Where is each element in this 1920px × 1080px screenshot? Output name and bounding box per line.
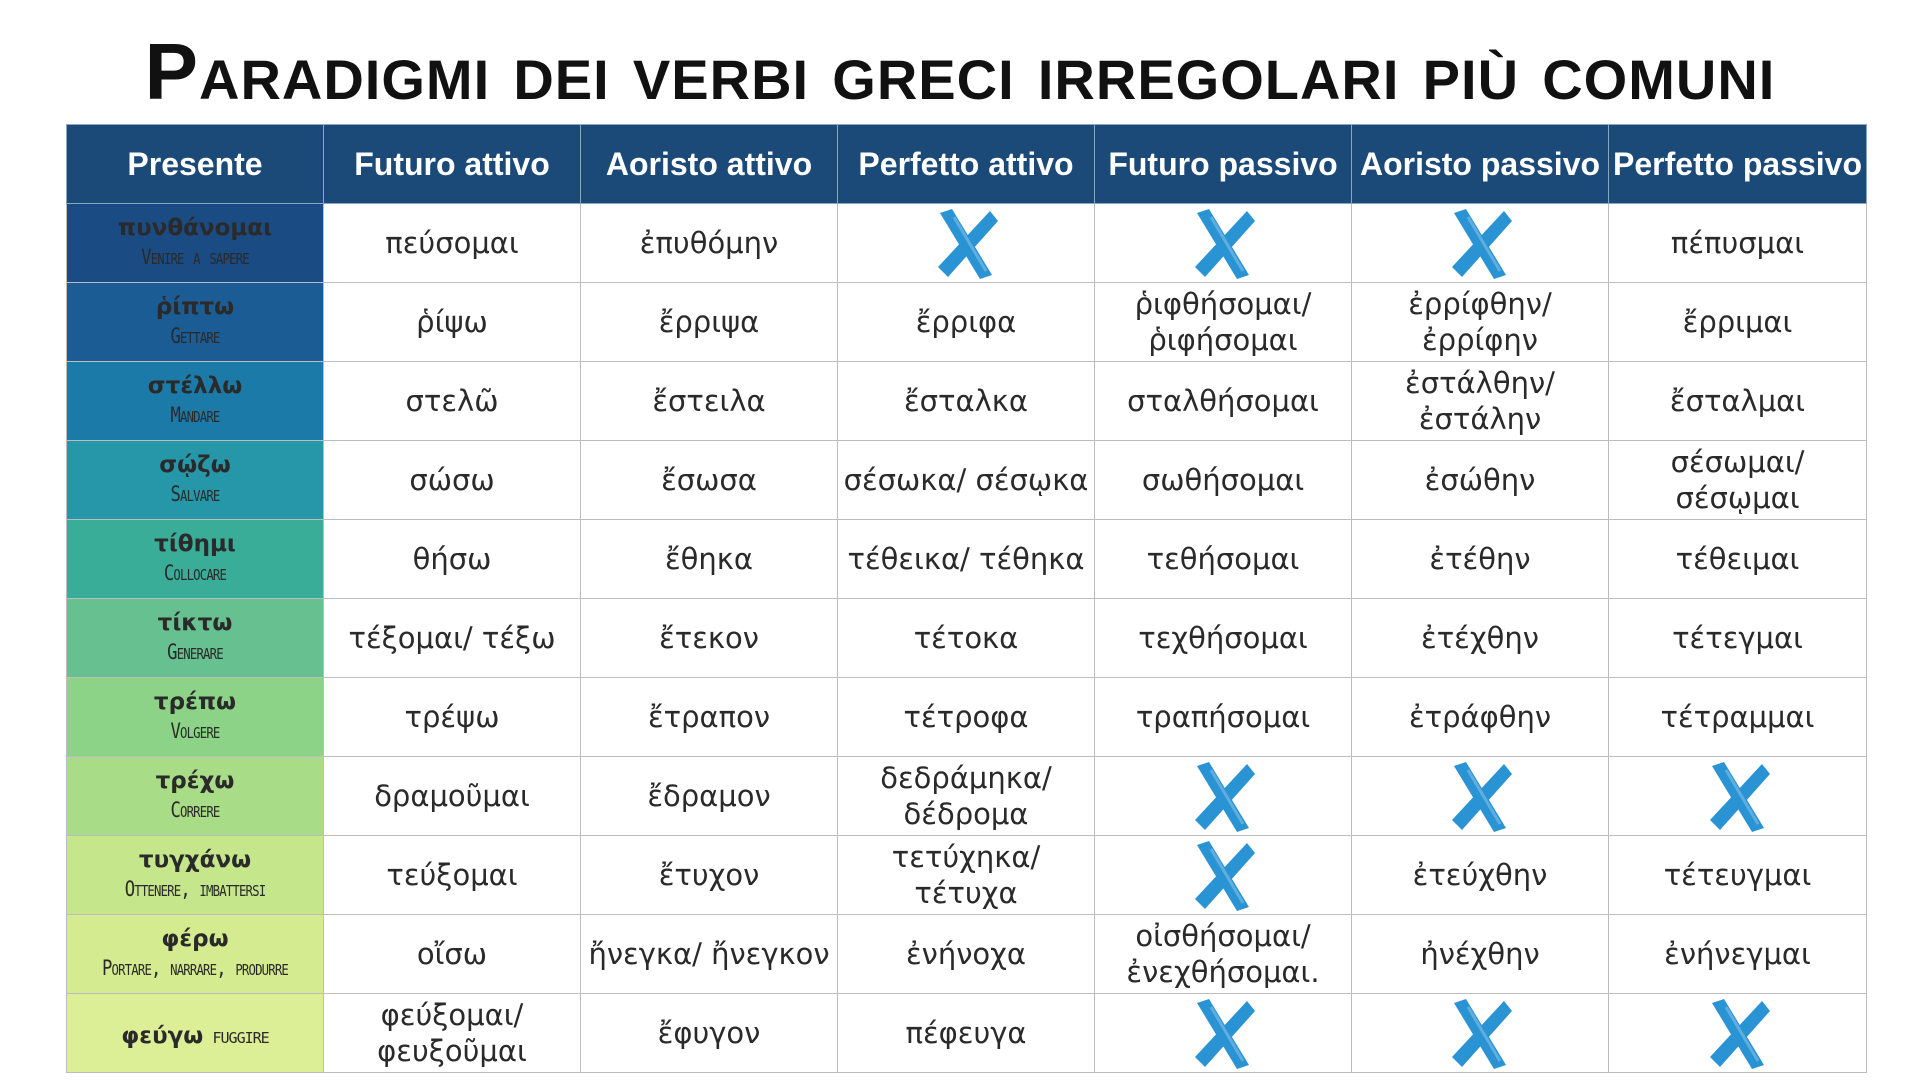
verb-meaning: Ottenere, imbattersi xyxy=(124,877,266,901)
cell-perfetto-passivo: πέπυσμαι xyxy=(1609,204,1867,283)
cross-icon xyxy=(1702,995,1774,1071)
cell-perfetto-attivo: ἔρριφα xyxy=(838,283,1095,362)
verb-meaning: Correre xyxy=(170,798,220,822)
cell-perfetto-passivo: ἐνήνεγμαι xyxy=(1609,915,1867,994)
cell-perfetto-passivo: ἔσταλμαι xyxy=(1609,362,1867,441)
cell-futuro-attivo: στελῶ xyxy=(324,362,581,441)
cell-perfetto-passivo: τέτραμμαι xyxy=(1609,678,1867,757)
cell-aoristo-attivo: ἤνεγκα/ ἤνεγκον xyxy=(581,915,838,994)
table-row xyxy=(67,994,1867,1073)
cell-aoristo-passivo-empty xyxy=(1352,757,1609,836)
cell-perfetto-passivo: τέτεγμαι xyxy=(1609,599,1867,678)
cell-futuro-attivo: τέξομαι/ τέξω xyxy=(324,599,581,678)
cell-futuro-attivo: τεύξομαι xyxy=(324,836,581,915)
cell-futuro-passivo: τεθήσομαι xyxy=(1095,520,1352,599)
verb-greek: στέλλω xyxy=(147,373,243,399)
verb-greek: τίκτω xyxy=(157,610,233,636)
cell-futuro-passivo-empty xyxy=(1095,757,1352,836)
table-row xyxy=(67,678,1867,757)
cross-icon xyxy=(1187,205,1259,281)
cross-icon xyxy=(1444,205,1516,281)
cell-aoristo-attivo: ἔφυγον xyxy=(581,994,838,1073)
cross-icon xyxy=(930,205,1002,281)
cell-aoristo-passivo-empty xyxy=(1352,994,1609,1073)
table-row xyxy=(67,836,1867,915)
verb-cell xyxy=(67,836,324,915)
header-presente: Presente xyxy=(67,125,324,204)
table-row xyxy=(67,362,1867,441)
cell-aoristo-passivo: ἐσώθην xyxy=(1352,441,1609,520)
cell-perfetto-attivo: ἔσταλκα xyxy=(838,362,1095,441)
cell-futuro-passivo-empty xyxy=(1095,994,1352,1073)
cell-futuro-passivo: ῥιφθήσομαι/ ῥιφήσομαι xyxy=(1095,283,1352,362)
table-row xyxy=(67,441,1867,520)
cell-perfetto-attivo: τετύχηκα/ τέτυχα xyxy=(838,836,1095,915)
verb-greek: φεύγω xyxy=(121,1023,204,1049)
header-futuro-attivo: Futuro attivo xyxy=(324,125,581,204)
header-perfetto-attivo: Perfetto attivo xyxy=(838,125,1095,204)
cell-futuro-passivo-empty xyxy=(1095,204,1352,283)
cell-perfetto-attivo: δεδράμηκα/ δέδρομα xyxy=(838,757,1095,836)
cell-perfetto-attivo: σέσωκα/ σέσῳκα xyxy=(838,441,1095,520)
verb-greek: τρέπω xyxy=(153,689,237,715)
verb-cell xyxy=(67,599,324,678)
verb-cell xyxy=(67,994,324,1073)
verb-cell xyxy=(67,915,324,994)
verb-greek: τρέχω xyxy=(155,768,235,794)
cell-aoristo-passivo: ἐτράφθην xyxy=(1352,678,1609,757)
cell-perfetto-passivo-empty xyxy=(1609,757,1867,836)
cell-futuro-passivo: τραπήσομαι xyxy=(1095,678,1352,757)
cell-futuro-attivo: πεύσομαι xyxy=(324,204,581,283)
verb-meaning: Mandare xyxy=(170,403,220,427)
cell-futuro-passivo: σωθήσομαι xyxy=(1095,441,1352,520)
table-row xyxy=(67,283,1867,362)
verb-cell xyxy=(67,520,324,599)
cell-perfetto-attivo: πέφευγα xyxy=(838,994,1095,1073)
cross-icon xyxy=(1187,758,1259,834)
verb-greek: πυνθάνομαι xyxy=(117,215,273,241)
verb-meaning: Salvare xyxy=(170,482,220,506)
verb-meaning: Volgere xyxy=(170,719,220,743)
verb-greek: τίθημι xyxy=(154,531,236,557)
cell-aoristo-attivo: ἔτυχον xyxy=(581,836,838,915)
cell-futuro-attivo: ῥίψω xyxy=(324,283,581,362)
cell-perfetto-attivo: τέθεικα/ τέθηκα xyxy=(838,520,1095,599)
header-perfetto-passivo: Perfetto passivo xyxy=(1609,125,1867,204)
header-row xyxy=(67,125,1867,204)
cell-futuro-attivo: σώσω xyxy=(324,441,581,520)
cell-futuro-passivo-empty xyxy=(1095,836,1352,915)
cross-icon xyxy=(1702,758,1774,834)
cell-aoristo-attivo: ἐπυθόμην xyxy=(581,204,838,283)
table-row xyxy=(67,915,1867,994)
cell-aoristo-attivo: ἔρριψα xyxy=(581,283,838,362)
cell-aoristo-attivo: ἔτεκον xyxy=(581,599,838,678)
cell-perfetto-attivo-empty xyxy=(838,204,1095,283)
cell-aoristo-attivo: ἔστειλα xyxy=(581,362,838,441)
cell-aoristo-passivo: ἐρρίφθην/ ἐρρίφην xyxy=(1352,283,1609,362)
verb-cell xyxy=(67,678,324,757)
cell-futuro-attivo: τρέψω xyxy=(324,678,581,757)
verb-greek: φέρω xyxy=(161,926,229,952)
cell-perfetto-attivo: τέτοκα xyxy=(838,599,1095,678)
cell-futuro-attivo: δραμοῦμαι xyxy=(324,757,581,836)
verb-meaning: Generare xyxy=(167,640,223,664)
cross-icon xyxy=(1187,995,1259,1071)
verb-meaning: Collocare xyxy=(163,561,227,585)
cell-perfetto-passivo: σέσωμαι/ σέσῳμαι xyxy=(1609,441,1867,520)
cross-icon xyxy=(1444,758,1516,834)
verb-meaning: fuggire xyxy=(212,1024,269,1048)
verb-cell xyxy=(67,362,324,441)
cell-aoristo-passivo: ἐτέχθην xyxy=(1352,599,1609,678)
cell-aoristo-passivo: ἐτέθην xyxy=(1352,520,1609,599)
cross-icon xyxy=(1187,837,1259,913)
cell-futuro-attivo: οἴσω xyxy=(324,915,581,994)
cell-aoristo-attivo: ἔσωσα xyxy=(581,441,838,520)
verb-meaning: Portare, narrare, produrre xyxy=(101,956,289,980)
verb-greek: ῥίπτω xyxy=(155,294,235,320)
cell-aoristo-attivo: ἔθηκα xyxy=(581,520,838,599)
cross-icon xyxy=(1444,995,1516,1071)
verb-meaning: Venire a sapere xyxy=(141,245,249,269)
cell-aoristo-passivo: ἐτεύχθην xyxy=(1352,836,1609,915)
cell-aoristo-passivo-empty xyxy=(1352,204,1609,283)
cell-perfetto-passivo: ἔρριμαι xyxy=(1609,283,1867,362)
verb-meaning: Gettare xyxy=(170,324,220,348)
table-row xyxy=(67,204,1867,283)
cell-futuro-attivo: φεύξομαι/ φευξοῦμαι xyxy=(324,994,581,1073)
table-row xyxy=(67,757,1867,836)
cell-perfetto-passivo: τέθειμαι xyxy=(1609,520,1867,599)
verb-cell xyxy=(67,757,324,836)
cell-perfetto-attivo: ἐνήνοχα xyxy=(838,915,1095,994)
cell-futuro-passivo: τεχθήσομαι xyxy=(1095,599,1352,678)
cell-aoristo-passivo: ἠνέχθην xyxy=(1352,915,1609,994)
cell-perfetto-passivo: τέτευγμαι xyxy=(1609,836,1867,915)
verb-cell xyxy=(67,441,324,520)
header-aoristo-passivo: Aoristo passivo xyxy=(1352,125,1609,204)
table-row xyxy=(67,520,1867,599)
cell-aoristo-attivo: ἔδραμον xyxy=(581,757,838,836)
cell-futuro-passivo: οἰσθήσομαι/ ἐνεχθήσομαι. xyxy=(1095,915,1352,994)
header-aoristo-attivo: Aoristo attivo xyxy=(581,125,838,204)
verb-cell xyxy=(67,204,324,283)
verb-cell xyxy=(67,283,324,362)
cell-aoristo-passivo: ἐστάλθην/ ἐστάλην xyxy=(1352,362,1609,441)
page-title: Paradigmi dei verbi greci irregolari più comuni xyxy=(144,27,1776,116)
cell-futuro-passivo: σταλθήσομαι xyxy=(1095,362,1352,441)
verb-paradigm-table xyxy=(66,124,1867,1073)
table-row xyxy=(67,599,1867,678)
verb-greek: σῴζω xyxy=(159,452,231,478)
verb-greek: τυγχάνω xyxy=(138,847,252,873)
header-futuro-passivo: Futuro passivo xyxy=(1095,125,1352,204)
cell-aoristo-attivo: ἔτραπον xyxy=(581,678,838,757)
cell-perfetto-passivo-empty xyxy=(1609,994,1867,1073)
cell-futuro-attivo: θήσω xyxy=(324,520,581,599)
cell-perfetto-attivo: τέτροφα xyxy=(838,678,1095,757)
